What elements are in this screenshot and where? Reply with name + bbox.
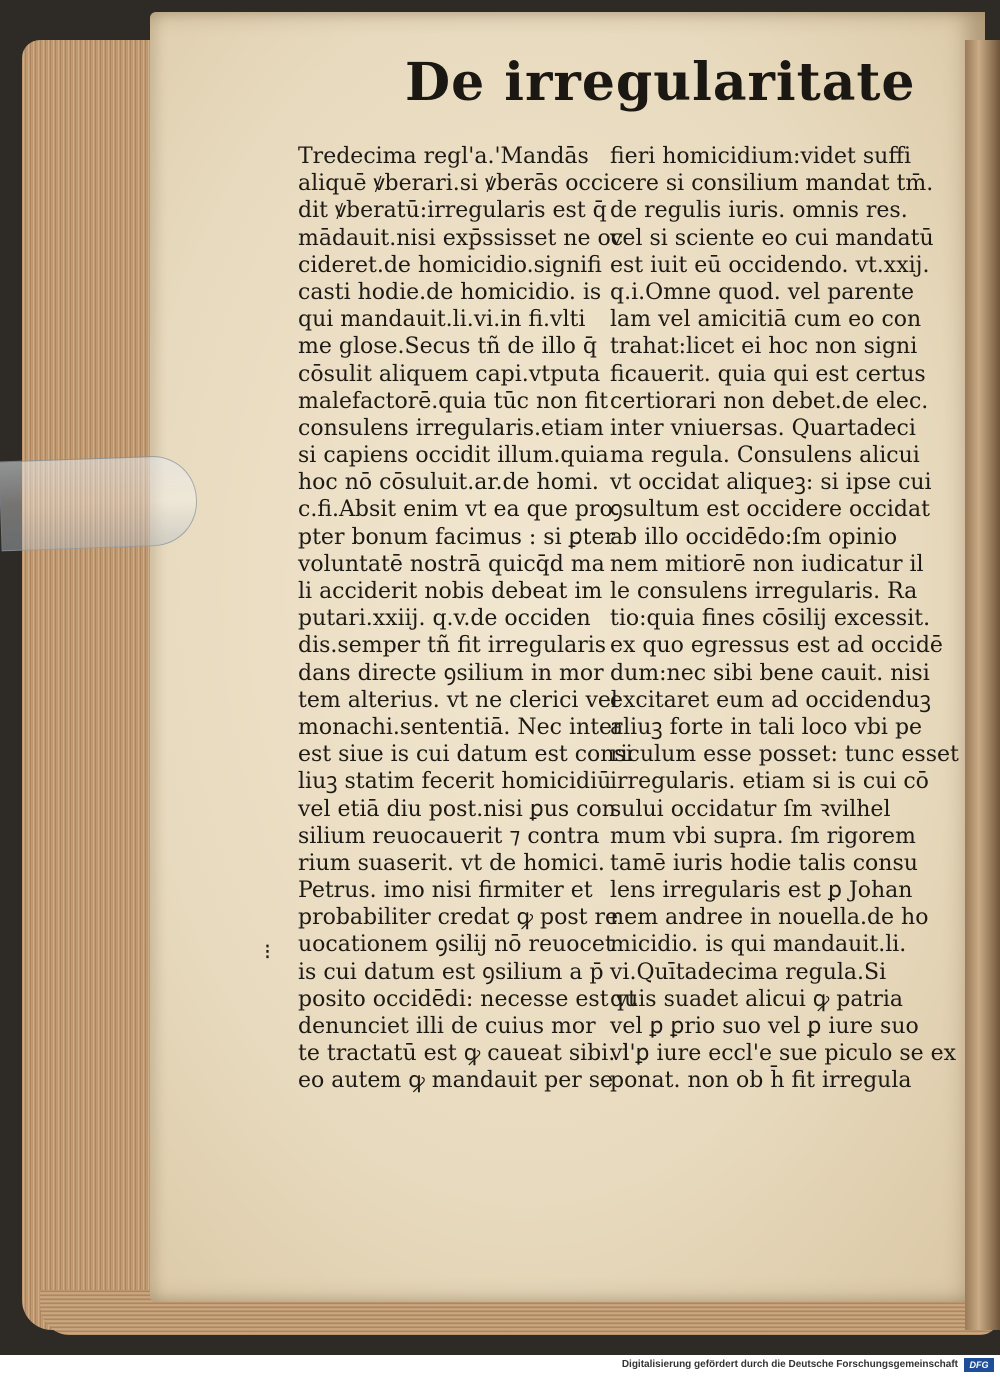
text-line: dis.semper tñ fit irregularis — [298, 633, 607, 659]
text-line: trahat:licet ei hoc non signi — [610, 334, 918, 360]
text-line: ficauerit. quia qui est certus — [610, 361, 926, 387]
text-line: ab illo occidēdo:ſm opinio — [610, 524, 898, 550]
text-line: denunciet illi de cuius mor — [298, 1014, 596, 1039]
text-line: silium reuocauerit ⁊ contra — [298, 823, 600, 849]
text-line: posito occidēdi: necesse est vt — [298, 986, 637, 1012]
text-line: dans directe ꝯsilium in mor — [298, 660, 604, 686]
text-line: probabiliter credat ꝙ post re — [298, 905, 618, 931]
text-line: si capiens occidit illum.quia — [298, 443, 609, 469]
text-line: malefactorē.quia tūc non fit — [298, 388, 609, 414]
text-line: q.i.Omne quod. vel parente — [610, 279, 914, 305]
funding-credit: Digitalisierung gefördert durch die Deutsche Forschungsgemeinschaft — [621, 1359, 958, 1370]
text-line: lam vel amicitiā cum eo con — [610, 307, 922, 333]
book-gutter — [965, 40, 1000, 1330]
text-line: c.fi.Absit enim vt ea que pro — [298, 497, 613, 523]
text-line: tamē iuris hodie talis consu — [610, 850, 918, 876]
margin-mark-icon: ⁝ — [264, 940, 271, 965]
text-line: cideret.de homicidio.signifi — [298, 252, 602, 278]
text-line: rium suaserit. vt de homici. — [298, 850, 605, 876]
text-line: vl'ꝑ iure eccl'e sue piculo se ex — [610, 1041, 957, 1067]
text-line: nem mitiorē non iudicatur il — [610, 551, 924, 577]
text-line: tem alterius. vt ne clerici vel — [298, 687, 618, 713]
text-line: vi.Quītadecima regula.Si — [610, 959, 887, 985]
text-line: micidio. is qui mandauit.li. — [610, 932, 907, 958]
text-line: riculum esse posset: tunc esset — [610, 742, 959, 768]
text-line: est siue is cui datum est consi — [298, 742, 633, 768]
text-line: cōsulit aliquem capi.vtputa — [298, 361, 601, 387]
text-line: eo autem ꝙ mandauit per se — [298, 1068, 614, 1094]
footer-bar — [0, 1355, 1000, 1377]
text-line: est iuit eū occidendo. vt.xxij. — [610, 252, 930, 278]
text-line: putari.xxiij. q.v.de occiden — [298, 606, 591, 632]
text-line: de regulis iuris. omnis res. — [610, 198, 908, 224]
text-line: vel etiā diu post.nisi ꝑus con — [298, 796, 616, 822]
text-line: casti hodie.de homicidio. is — [298, 279, 602, 305]
text-line: ex quo egressus est ad occidē — [610, 633, 943, 659]
text-line: hoc nō cōsuluit.ar.de homi. — [298, 470, 599, 496]
text-line: mum vbi supra. ſm rigorem — [610, 823, 916, 849]
text-line: lens irregularis est ꝑ Johan — [610, 878, 913, 904]
text-line: vel ꝑ ꝑrio suo vel ꝑ iure suo — [610, 1014, 919, 1039]
text-line: li acciderit nobis debeat im — [298, 579, 603, 604]
text-line: me glose.Secus tñ de illo q̄ — [298, 334, 597, 360]
text-line: dit ꝟberatū:irregularis est q̄ — [298, 198, 607, 224]
text-line: dum:nec sibi bene cauit. nisi — [610, 660, 930, 686]
text-line: is cui datum est ꝯsilium a p̄ — [298, 959, 604, 985]
text-line: aliuꝫ forte in tali loco vbi pe — [610, 714, 923, 740]
left-text-column — [298, 143, 637, 1095]
text-line: pter bonum facimus : si ꝑter — [298, 524, 615, 550]
text-line: excitaret eum ad occidenduꝫ — [610, 687, 932, 713]
text-line: cere si consilium mandat tm̄. — [610, 171, 934, 197]
text-line: ma regula. Consulens alicui — [610, 443, 920, 469]
text-line: fieri homicidium:videt suffi — [610, 144, 911, 169]
text-line: ꝯsultum est occidere occidat — [610, 497, 930, 523]
text-line: aliquē ꝟberari.si ꝟberās occi — [298, 171, 611, 197]
text-line: Tredecima regl'a.'Mandās — [298, 144, 589, 169]
text-line: te tractatū est ꝙ caueat sibi. i — [298, 1041, 630, 1067]
text-line: monachi.sententiā. Nec inter — [298, 714, 623, 740]
text-line: vel si sciente eo cui mandatū — [610, 225, 934, 251]
text-line: consulens irregularis.etiam — [298, 415, 604, 441]
text-line: qui mandauit.li.vi.in fi.vlti — [298, 307, 586, 333]
text-line: liuꝫ statim fecerit homicidiū — [298, 769, 612, 795]
text-line: voluntatē nostrā quicq̄d ma — [298, 551, 605, 577]
plastic-bookmark — [0, 455, 199, 552]
text-line: tio:quia fines cōsilij excessit. — [610, 606, 931, 632]
text-line: quis suadet alicui ꝙ patria — [610, 986, 904, 1012]
text-line: certiorari non debet.de elec. — [610, 388, 929, 414]
text-line: ponat. non ob h̄ fit irregula — [610, 1068, 912, 1094]
text-line: mādauit.nisi exp̄ssisset ne oc — [298, 225, 624, 251]
text-line: uocationem ꝯsilij nō reuocet — [298, 932, 614, 958]
text-line: inter vniuersas. Quartadeci — [610, 415, 916, 441]
right-text-column — [610, 143, 959, 1095]
text-line: vt occidat aliqueꝫ: si ipse cui — [610, 470, 932, 496]
text-line: nem andree in nouella.de ho — [610, 905, 929, 931]
page-heading: De irregularitate — [405, 52, 916, 113]
text-line: le consulens irregularis. Ra — [610, 579, 918, 604]
text-line: irregularis. etiam si is cui cō — [610, 769, 929, 795]
text-line: sului occidatur ſm ꝛvilhel — [610, 796, 891, 822]
dfg-logo: DFG — [964, 1358, 994, 1372]
text-line: Petrus. imo nisi firmiter et — [298, 878, 593, 904]
